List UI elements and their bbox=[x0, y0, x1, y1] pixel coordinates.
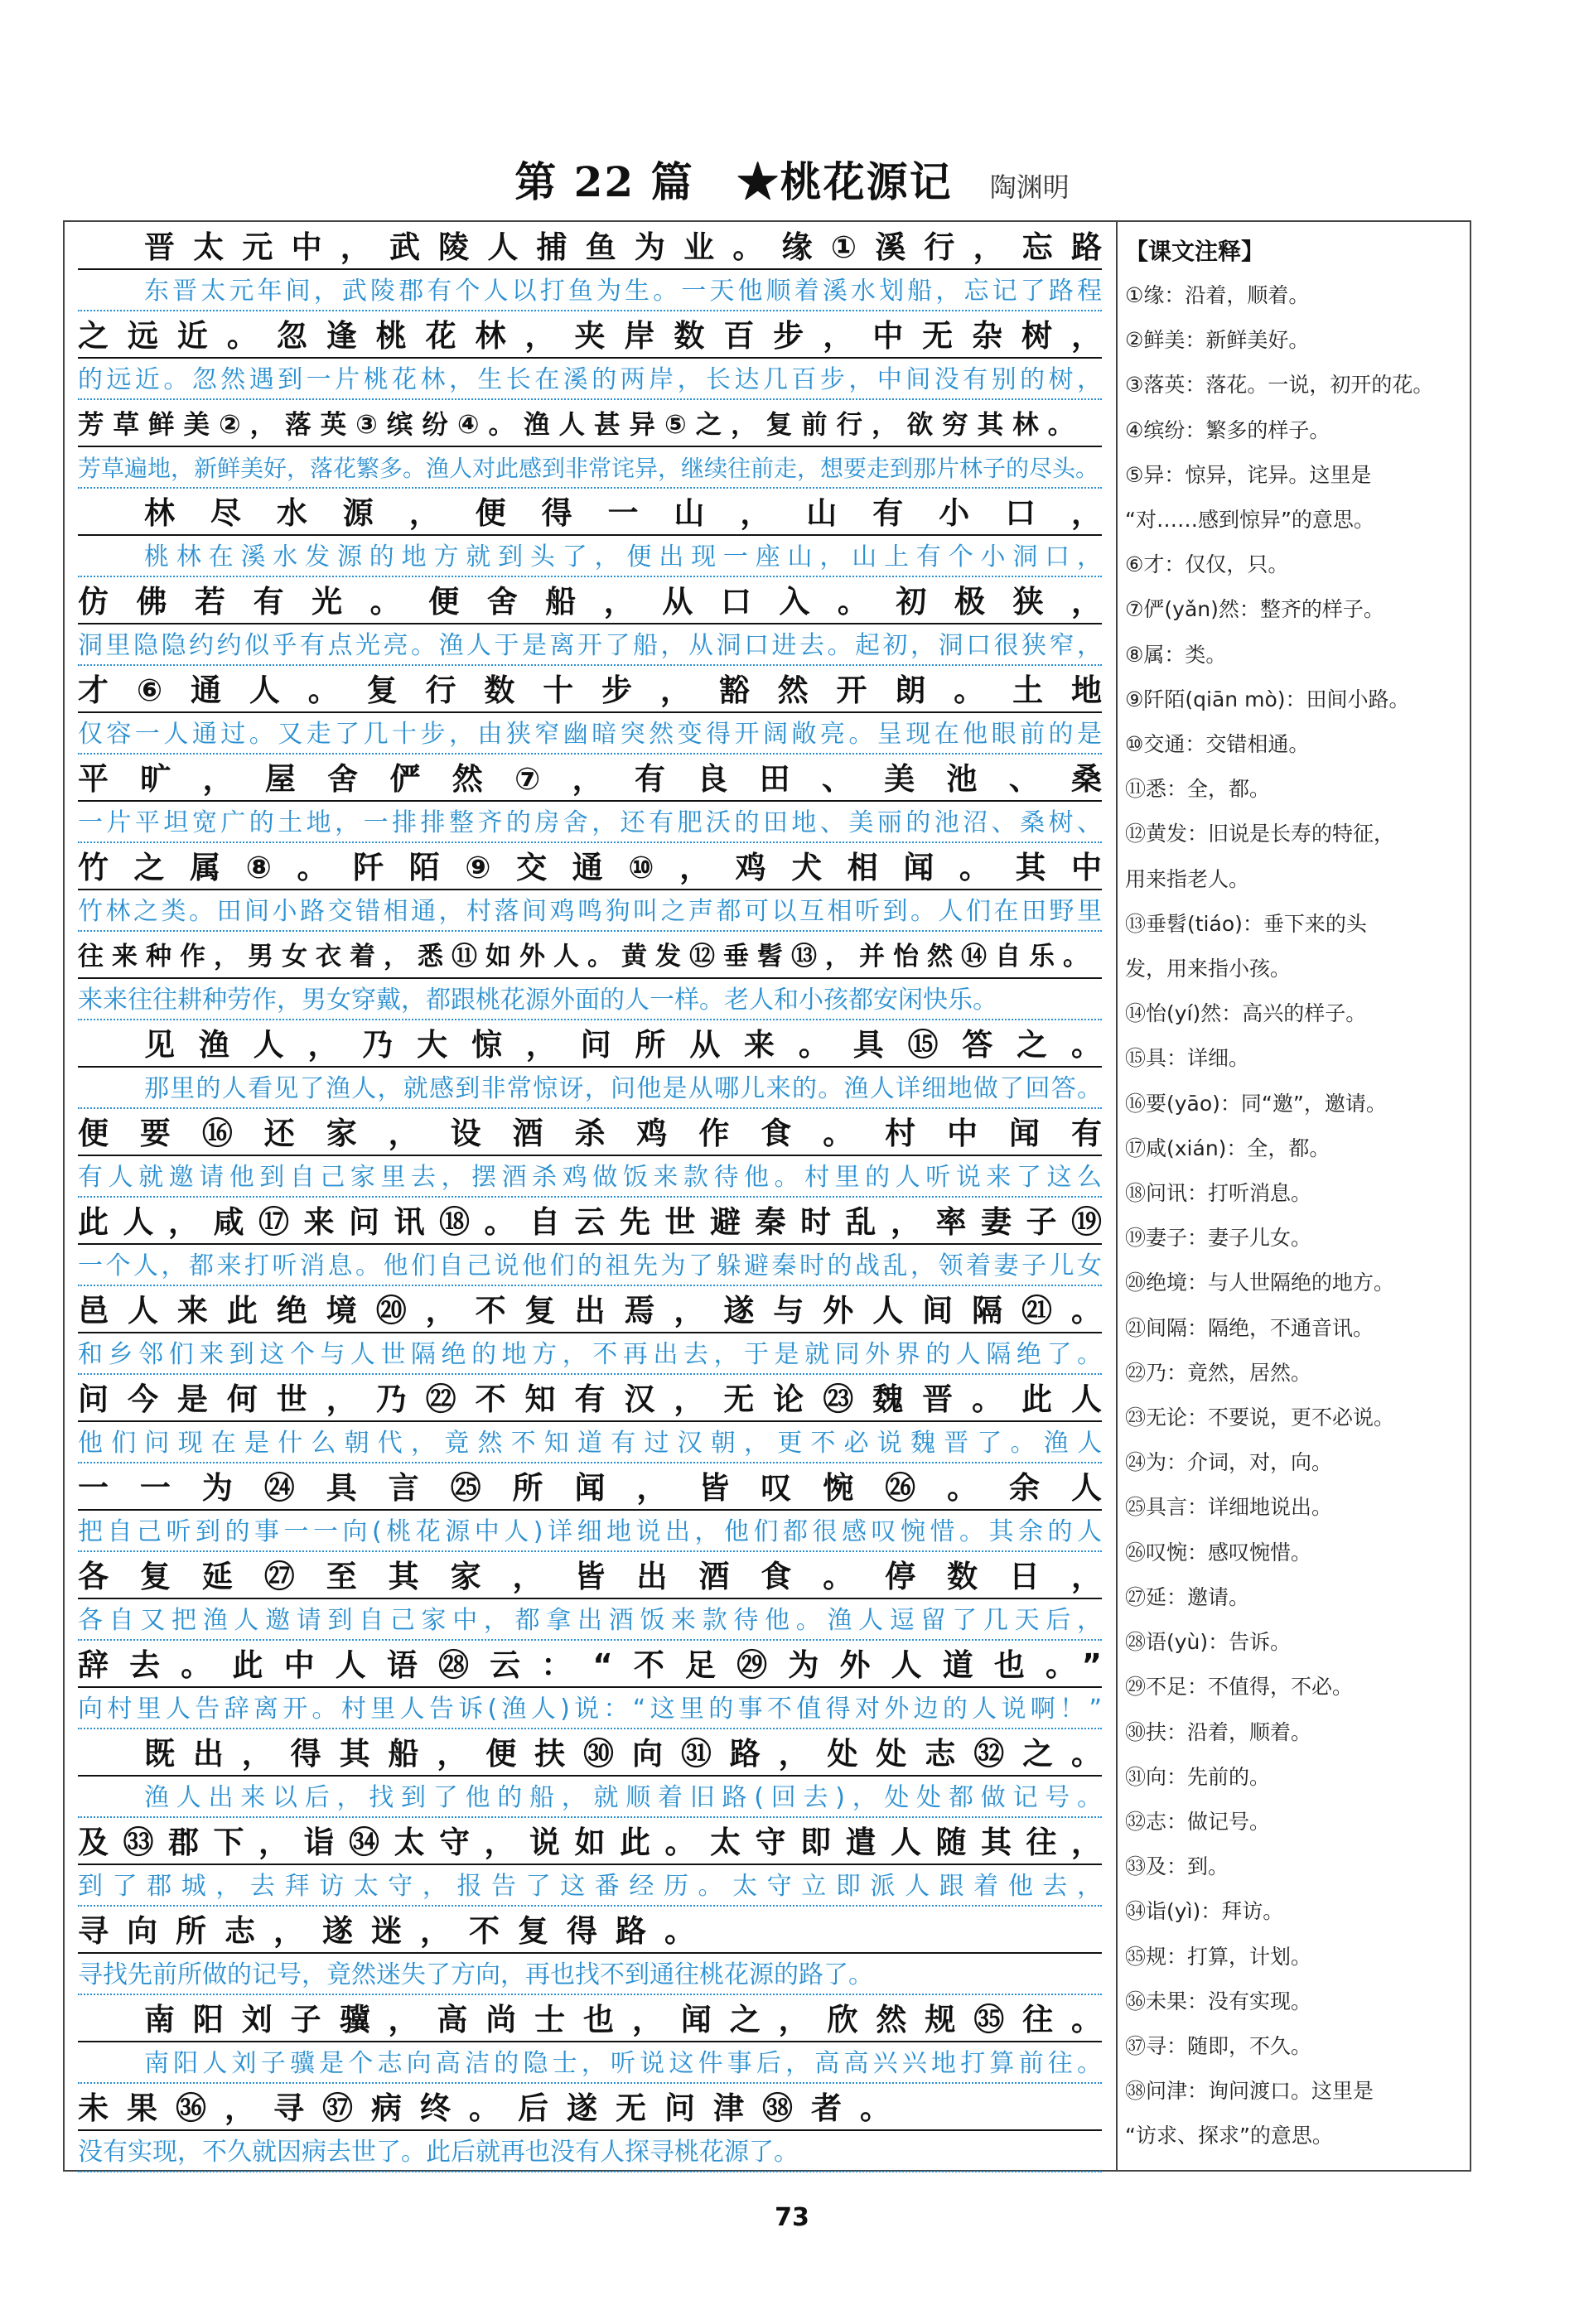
annotation-note: ㉟规：打算，计划。 bbox=[1125, 1944, 1312, 1969]
annotation-note: ㉘语(yù)：告诉。 bbox=[1125, 1630, 1292, 1655]
annotation-note: ㉙不足：不值得，不必。 bbox=[1125, 1675, 1354, 1700]
annotation-note: ㊳问津：询问渡口。这里是 bbox=[1125, 2079, 1374, 2104]
original-text-line: 芳草鲜美②，落英③缤纷④。渔人甚异⑤之，复前行，欲穷其林。 bbox=[78, 403, 1102, 447]
original-text-line: 问今是何世，乃㉒不知有汉，无论㉓魏晋。此人 bbox=[78, 1377, 1102, 1422]
annotation-note: ⑩交通：交错相通。 bbox=[1125, 732, 1310, 757]
annotation-note: ㉒乃：竟然，居然。 bbox=[1125, 1360, 1312, 1385]
passage-line-pair bbox=[78, 225, 1102, 314]
annotation-note: ⑱问讯：打听消息。 bbox=[1125, 1181, 1312, 1206]
annotation-note: ㉓无论：不要说，更不必说。 bbox=[1125, 1405, 1395, 1430]
translation-line: 向村里人告辞离开。村里人告诉(渔人)说：“这里的事不值得对外边的人说啊！” bbox=[78, 1688, 1102, 1729]
annotation-note: ③落英：落花。一说，初开的花。 bbox=[1125, 373, 1434, 398]
annotation-note: 用来指老人。 bbox=[1125, 866, 1250, 891]
passage-line-pair bbox=[78, 846, 1102, 934]
translation-line: 仅容一人通过。又走了几十步，由狭窄幽暗突然变得开阔敞亮。呈现在他眼前的是 bbox=[78, 713, 1102, 755]
annotation-note: ①缘：沿着，顺着。 bbox=[1125, 283, 1310, 307]
annotation-note: ㉛向：先前的。 bbox=[1125, 1764, 1271, 1789]
passage-line-pair bbox=[78, 1289, 1102, 1377]
translation-line: 各自又把渔人邀请到自己家中，都拿出酒饭来款待他。渔人逗留了几天后， bbox=[78, 1599, 1102, 1641]
annotation-note: ㉑间隔：隔绝，不通音讯。 bbox=[1125, 1315, 1374, 1340]
annotation-note: ④缤纷：繁多的样子。 bbox=[1125, 417, 1330, 442]
annotation-note: ⑫黄发：旧说是长寿的特征， bbox=[1125, 822, 1395, 846]
annotation-note: ⑭怡(yí)然：高兴的样子。 bbox=[1125, 1001, 1367, 1026]
translation-line: 洞里隐隐约约似乎有点光亮。渔人于是离开了船，从洞口进去。起初，洞口很狭窄， bbox=[78, 624, 1102, 666]
original-text-line: 竹之属⑧。阡陌⑨交通⑩，鸡犬相闻。其中 bbox=[78, 846, 1102, 890]
translation-line: 一片平坦宽广的土地，一排排整齐的房舍，还有肥沃的田地、美丽的池沼、桑树、 bbox=[78, 802, 1102, 843]
translation-line: 渔人出来以后，找到了他的船，就顺着旧路(回去)，处处都做记号。 bbox=[78, 1777, 1102, 1818]
translation-line: 他们问现在是什么朝代，竟然不知道有过汉朝，更不必说魏晋了。渔人 bbox=[78, 1422, 1102, 1463]
annotation-note: ⑲妻子：妻子儿女。 bbox=[1125, 1226, 1312, 1251]
passage-line-pair bbox=[78, 2086, 1102, 2175]
annotation-note: ㉚扶：沿着，顺着。 bbox=[1125, 1719, 1312, 1744]
translation-line: 芳草遍地，新鲜美好，落花繁多。渔人对此感到非常诧异，继续往前走，想要走到那片林子的尽头。 bbox=[78, 447, 1102, 489]
original-text-line: 未果㊱，寻㊲病终。后遂无问津㊳者。 bbox=[78, 2086, 1102, 2131]
annotation-note: “对……感到惊异”的意思。 bbox=[1125, 508, 1374, 533]
translation-line: 桃林在溪水发源的地方就到头了，便出现一座山，山上有个小洞口， bbox=[78, 536, 1102, 577]
annotation-note: ⑦俨(yǎn)然：整齐的样子。 bbox=[1125, 597, 1384, 622]
translation-line: 来来往往耕种劳作，男女穿戴，都跟桃花源外面的人一样。老人和小孩都安闲快乐。 bbox=[78, 979, 1102, 1020]
translation-line: 和乡邻们来到这个与人世隔绝的地方，不再出去，于是就同外界的人隔绝了。 bbox=[78, 1333, 1102, 1375]
annotation-note: ㉗延：邀请。 bbox=[1125, 1584, 1250, 1609]
notes-list bbox=[1125, 273, 1463, 2159]
original-text-line: 南阳刘子骥，高尚士也，闻之，欣然规㉟往。 bbox=[78, 1998, 1102, 2042]
annotation-note: ⑨阡陌(qiān mò)：田间小路。 bbox=[1125, 687, 1410, 711]
annotation-note: 发，用来指小孩。 bbox=[1125, 957, 1292, 981]
notes-column bbox=[1125, 230, 1463, 2159]
passage-column bbox=[78, 225, 1102, 2175]
original-text-line: 邑人来此绝境⑳，不复出焉，遂与外人间隔㉑。 bbox=[78, 1289, 1102, 1333]
page-title bbox=[0, 149, 1584, 207]
original-text-line: 及㉝郡下，诣㉞太守，说如此。太守即遣人随其往， bbox=[78, 1820, 1102, 1865]
passage-line-pair bbox=[78, 1820, 1102, 1909]
translation-line: 寻找先前所做的记号，竟然迷失了方向，再也找不到通往桃花源的路了。 bbox=[78, 1954, 1102, 1995]
passage-line-pair bbox=[78, 1466, 1102, 1555]
passage-line-pair bbox=[78, 1111, 1102, 1200]
annotation-note: ㉔为：介词，对，向。 bbox=[1125, 1450, 1333, 1475]
original-text-line: 见渔人，乃大惊，问所从来。具⑮答之。 bbox=[78, 1023, 1102, 1068]
annotation-note: ㊲寻：随即，不久。 bbox=[1125, 2033, 1312, 2058]
passage-line-pair bbox=[78, 668, 1102, 757]
passage-line-pair bbox=[78, 1377, 1102, 1466]
original-text-line: 林尽水源，便得一山，山有小口， bbox=[78, 491, 1102, 536]
passage-line-pair bbox=[78, 314, 1102, 403]
column-divider bbox=[1116, 222, 1118, 2170]
lesson-title: 第 22 篇 ★桃花源记 bbox=[514, 157, 953, 206]
author-name: 陶渊明 bbox=[989, 171, 1070, 203]
translation-line: 没有实现，不久就因病去世了。此后就再也没有人探寻桃花源了。 bbox=[78, 2131, 1102, 2172]
original-text-line: 既出，得其船，便扶㉚向㉛路，处处志㉜之。 bbox=[78, 1732, 1102, 1777]
original-text-line: 一一为㉔具言㉕所闻，皆叹惋㉖。余人 bbox=[78, 1466, 1102, 1511]
passage-line-pair bbox=[78, 1200, 1102, 1289]
annotation-note: ⑳绝境：与人世隔绝的地方。 bbox=[1125, 1270, 1395, 1295]
original-text-line: 仿佛若有光。便舍船，从口入。初极狭， bbox=[78, 580, 1102, 624]
original-text-line: 之远近。忽逢桃花林，夹岸数百步，中无杂树， bbox=[78, 314, 1102, 359]
annotation-note: ㉞诣(yì)：拜访。 bbox=[1125, 1899, 1284, 1924]
annotation-note: ⑮具：详细。 bbox=[1125, 1046, 1250, 1071]
passage-line-pair bbox=[78, 757, 1102, 846]
annotation-note: ⑬垂髫(tiáo)：垂下来的头 bbox=[1125, 911, 1367, 936]
translation-line: 竹林之类。田间小路交错相通，村落间鸡鸣狗叫之声都可以互相听到。人们在田野里 bbox=[78, 890, 1102, 932]
translation-line: 把自己听到的事一一向(桃花源中人)详细地说出，他们都很感叹惋惜。其余的人 bbox=[78, 1511, 1102, 1552]
translation-line: 的远近。忽然遇到一片桃花林，生长在溪的两岸，长达几百步，中间没有别的树， bbox=[78, 359, 1102, 400]
original-text-line: 辞去。此中人语㉘云：“不足㉙为外人道也。” bbox=[78, 1643, 1102, 1688]
translation-line: 那里的人看见了渔人，就感到非常惊讶，问他是从哪儿来的。渔人详细地做了回答。 bbox=[78, 1068, 1102, 1109]
annotation-note: ②鲜美：新鲜美好。 bbox=[1125, 328, 1310, 353]
passage-line-pair bbox=[78, 1732, 1102, 1820]
original-text-line: 才⑥通人。复行数十步，豁然开朗。土地 bbox=[78, 668, 1102, 713]
original-text-line: 便要⑯还家，设酒杀鸡作食。村中闻有 bbox=[78, 1111, 1102, 1156]
annotation-note: “访求、探求”的意思。 bbox=[1125, 2124, 1333, 2148]
translation-line: 一个人，都来打听消息。他们自己说他们的祖先为了躲避秦时的战乱，领着妻子儿女 bbox=[78, 1245, 1102, 1286]
annotation-note: ㉕具言：详细地说出。 bbox=[1125, 1495, 1333, 1520]
translation-line: 南阳人刘子骥是个志向高洁的隐士，听说这件事后，高高兴兴地打算前往。 bbox=[78, 2042, 1102, 2084]
passage-line-pair bbox=[78, 1998, 1102, 2086]
annotation-note: ⑧属：类。 bbox=[1125, 642, 1227, 667]
annotation-note: ㉜志：做记号。 bbox=[1125, 1809, 1271, 1834]
original-text-line: 往来种作，男女衣着，悉⑪如外人。黄发⑫垂髫⑬，并怡然⑭自乐。 bbox=[78, 934, 1102, 979]
page-number: 73 bbox=[775, 2203, 809, 2232]
passage-line-pair bbox=[78, 1909, 1102, 1998]
passage-line-pair bbox=[78, 934, 1102, 1023]
original-text-line: 各复延㉗至其家，皆出酒食。停数日， bbox=[78, 1555, 1102, 1599]
annotation-note: ⑥才：仅仅，只。 bbox=[1125, 552, 1289, 577]
passage-line-pair bbox=[78, 580, 1102, 668]
translation-line: 东晋太元年间，武陵郡有个人以打鱼为生。一天他顺着溪水划船，忘记了路程 bbox=[78, 270, 1102, 311]
notes-heading: 【课文注释】 bbox=[1125, 238, 1265, 265]
translation-line: 有人就邀请他到自己家里去，摆酒杀鸡做饭来款待他。村里的人听说来了这么 bbox=[78, 1156, 1102, 1198]
annotation-note: ㉖叹惋：感叹惋惜。 bbox=[1125, 1540, 1312, 1565]
passage-line-pair bbox=[78, 1555, 1102, 1643]
original-text-line: 此人，咸⑰来问讯⑱。自云先世避秦时乱，率妻子⑲ bbox=[78, 1200, 1102, 1245]
passage-line-pair bbox=[78, 491, 1102, 580]
translation-line: 到了郡城，去拜访太守，报告了这番经历。太守立即派人跟着他去， bbox=[78, 1865, 1102, 1907]
original-text-line: 晋太元中，武陵人捕鱼为业。缘①溪行，忘路 bbox=[78, 225, 1102, 270]
original-text-line: 平旷，屋舍俨然⑦，有良田、美池、桑 bbox=[78, 757, 1102, 802]
annotation-note: ⑯要(yāo)：同“邀”，邀请。 bbox=[1125, 1091, 1387, 1116]
passage-line-pair bbox=[78, 1023, 1102, 1111]
annotation-note: ⑪悉：全，都。 bbox=[1125, 777, 1271, 802]
annotation-note: ㊱未果：没有实现。 bbox=[1125, 1989, 1312, 2013]
passage-line-pair bbox=[78, 403, 1102, 491]
passage-line-pair bbox=[78, 1643, 1102, 1732]
annotation-note: ㉝及：到。 bbox=[1125, 1854, 1229, 1879]
annotation-note: ⑤异：惊异，诧异。这里是 bbox=[1125, 462, 1372, 487]
original-text-line: 寻向所志，遂迷，不复得路。 bbox=[78, 1909, 1102, 1954]
annotation-note: ⑰咸(xián)：全，都。 bbox=[1125, 1135, 1330, 1160]
